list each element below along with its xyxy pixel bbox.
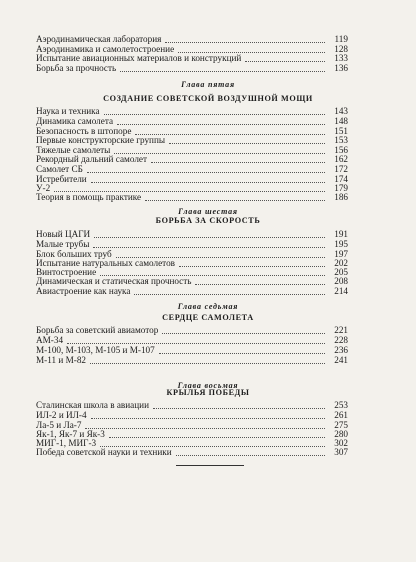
toc-entry-title: Рекордный дальний самолет	[36, 154, 147, 164]
toc-entry-page-number: 228	[334, 335, 348, 345]
leader-dots	[162, 333, 325, 334]
toc-entry-title: Новый ЦАГИ	[36, 229, 91, 239]
toc-entry-title: Як-1, Як-7 и Як-3	[36, 429, 105, 439]
toc-entry-title: Динамическая и статическая прочность	[36, 276, 192, 286]
chapter-title: КРЫЛЬЯ ПОБЕДЫ	[166, 388, 250, 397]
chapter-label: Глава восьмая	[177, 381, 239, 390]
chapter-title: СОЗДАНИЕ СОВЕТСКОЙ ВОЗДУШНОЙ МОЩИ	[103, 94, 313, 103]
toc-entry-page-number: 162	[334, 154, 348, 164]
toc-entry-title: Ла-5 и Ла-7	[36, 420, 82, 430]
toc-entry-page-number: 172	[334, 164, 348, 174]
toc-entry-title: МИГ-1, МИГ-3	[36, 438, 97, 448]
toc-entry-page-number: 151	[334, 126, 348, 136]
leader-dots	[165, 42, 325, 43]
toc-entry-page-number: 179	[334, 183, 348, 193]
leader-dots	[91, 418, 325, 419]
toc-entry-page-number: 253	[334, 400, 348, 410]
chapter-title: СЕРДЦЕ САМОЛЕТА	[162, 313, 254, 322]
toc-entry-title: У-2	[36, 183, 51, 193]
leader-dots	[87, 172, 325, 173]
toc-entry-page-number: 186	[334, 192, 348, 202]
toc-entry	[36, 447, 348, 458]
toc-entry-page-number: 241	[334, 355, 348, 365]
leader-dots	[151, 162, 325, 163]
toc-entry-title: ИЛ-2 и ИЛ-4	[36, 410, 87, 420]
toc-entry-page-number: 195	[334, 239, 348, 249]
toc-entry-page-number: 197	[334, 249, 348, 259]
chapter-label: Глава пятая	[181, 80, 235, 89]
toc-entry-title: Испытание натуральных самолетов	[36, 258, 176, 268]
toc-entry	[36, 355, 348, 366]
toc-entry-page-number: 275	[334, 420, 348, 430]
toc-entry-title: Самолет СБ	[36, 164, 83, 174]
leader-dots	[153, 408, 325, 409]
toc-entry-title: АМ-34	[36, 335, 64, 345]
toc-entry-title: Борьба за советский авиамотор	[36, 325, 159, 335]
toc-entry-title: Аэродинамическая лаборатория	[36, 34, 162, 44]
toc-entry-page-number: 143	[334, 106, 348, 116]
leader-dots	[245, 61, 325, 62]
toc-entry-page-number: 133	[334, 53, 348, 63]
leader-dots	[120, 71, 325, 72]
toc-entry-page-number: 174	[334, 174, 348, 184]
toc-entry-title: Тяжелые самолеты	[36, 145, 111, 155]
leader-dots	[176, 455, 325, 456]
toc-entry-page-number: 208	[334, 276, 348, 286]
toc-entry-page-number: 214	[334, 286, 348, 296]
leader-dots	[67, 343, 325, 344]
toc-entry-page-number: 136	[334, 63, 348, 73]
toc-entry-title: Аэродинамика и самолетостроение	[36, 44, 175, 54]
toc-entry-title: М-100, М-103, М-105 и М-107	[36, 345, 155, 355]
toc-entry-page-number: 153	[334, 135, 348, 145]
toc-entry-title: Сталинская школа в авиации	[36, 400, 150, 410]
toc-entry-title: Авиастроение как наука	[36, 286, 131, 296]
toc-entry-page-number: 302	[334, 438, 348, 448]
toc-entry-page-number: 280	[334, 429, 348, 439]
toc-entry-title: Первые конструкторские группы	[36, 135, 166, 145]
toc-entry-page-number: 119	[334, 34, 348, 44]
toc-entry-title: Винтостроение	[36, 267, 97, 277]
toc-entry-page-number: 205	[334, 267, 348, 277]
chapter-title: БОРЬБА ЗА СКОРОСТЬ	[155, 216, 261, 225]
leader-dots	[117, 124, 325, 125]
toc-entry-page-number: 307	[334, 447, 348, 457]
leader-dots	[93, 247, 325, 248]
toc-entry-title: Истребители	[36, 174, 87, 184]
chapter-label: Глава шестая	[178, 207, 238, 216]
toc-entry-title: Малые трубы	[36, 239, 90, 249]
toc-entry-title: Динамика самолета	[36, 116, 114, 126]
leader-dots	[104, 114, 325, 115]
toc-entry-page-number: 236	[334, 345, 348, 355]
toc-entry	[36, 63, 348, 74]
toc-entry	[36, 192, 348, 203]
leader-dots	[195, 284, 325, 285]
toc-entry-title: Безопасность в штопоре	[36, 126, 132, 136]
toc-entry-page-number: 156	[334, 145, 348, 155]
chapter-label: Глава седьмая	[177, 302, 239, 311]
toc-entry-page-number: 148	[334, 116, 348, 126]
leader-dots	[169, 143, 325, 144]
toc-entry-title: М-11 и М-82	[36, 355, 87, 365]
leader-dots	[90, 363, 325, 364]
toc-entry-page-number: 191	[334, 229, 348, 239]
toc-entry-page-number: 128	[334, 44, 348, 54]
toc-entry-page-number: 202	[334, 258, 348, 268]
toc-entry-title: Блок больших труб	[36, 249, 112, 259]
toc-entry-title: Победа советской науки и техники	[36, 447, 172, 457]
toc-entry-title: Борьба за прочность	[36, 63, 117, 73]
leader-dots	[159, 353, 325, 354]
leader-dots	[134, 294, 325, 295]
toc-entry-title: Теория в помощь практике	[36, 192, 142, 202]
toc-entry-page-number: 221	[334, 325, 348, 335]
end-rule	[176, 465, 244, 466]
toc-entry	[36, 286, 348, 297]
toc-entry-title: Испытание авиационных материалов и конструкций	[36, 53, 242, 63]
toc-entry-page-number: 261	[334, 410, 348, 420]
leader-dots	[94, 237, 325, 238]
leader-dots	[145, 200, 325, 201]
toc-entry-title: Наука и техника	[36, 106, 100, 116]
